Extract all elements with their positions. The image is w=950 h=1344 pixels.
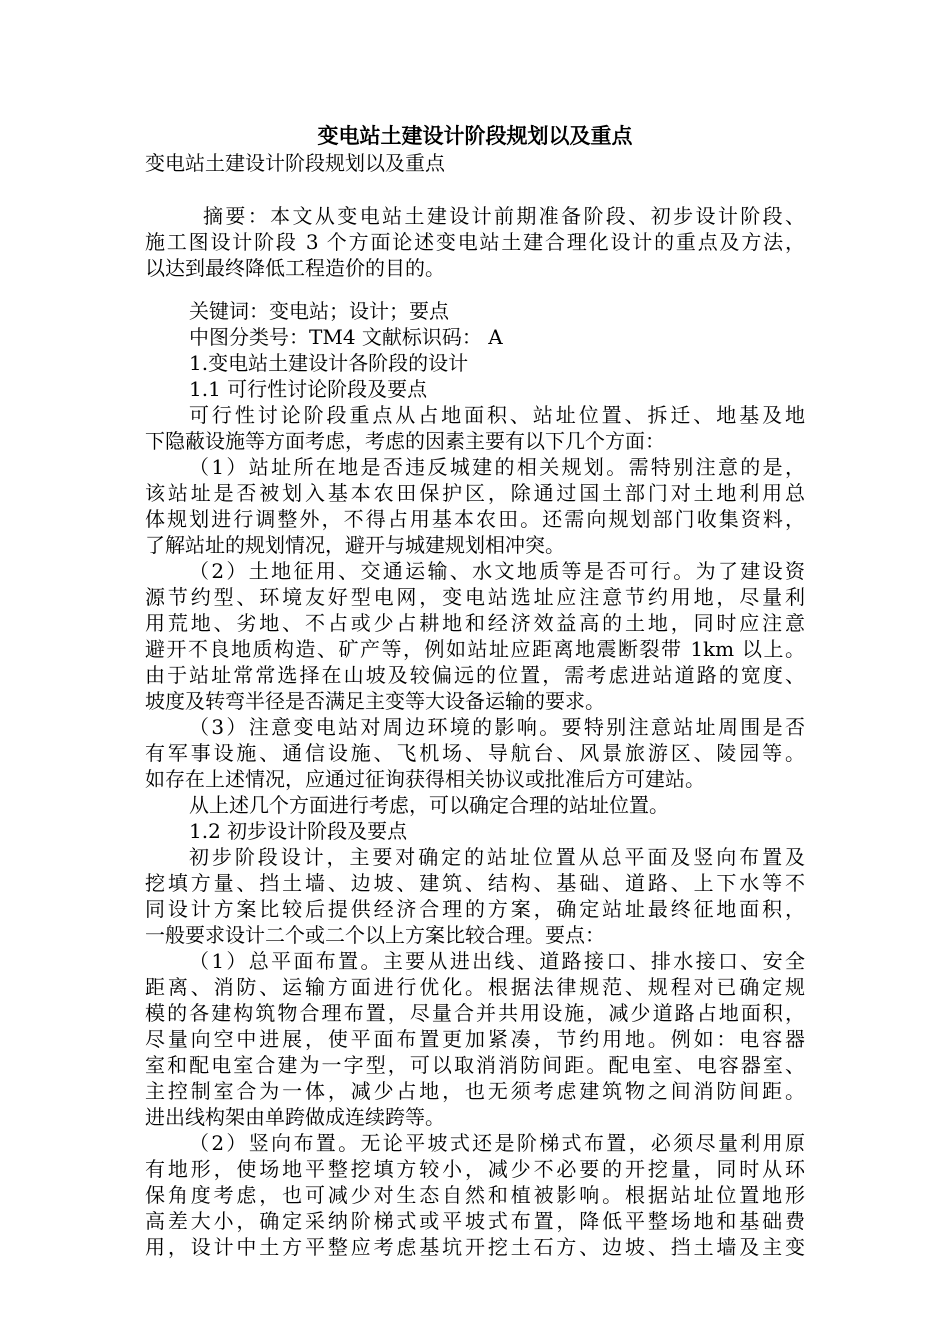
body-line: 从上述几个方面进行考虑，可以确定合理的站址位置。	[189, 793, 669, 817]
section-heading: 1.变电站土建设计各阶段的设计	[189, 351, 469, 375]
abstract-line: 摘要：本文从变电站土建设计前期准备阶段、初步设计阶段、	[203, 204, 805, 228]
body-line: 了解站址的规划情况，避开与城建规划相冲突。	[145, 533, 565, 557]
subsection-heading: 1.1 可行性讨论阶段及要点	[189, 377, 428, 401]
document-title: 变电站土建设计阶段规划以及重点	[317, 123, 633, 148]
body-line: 一般要求设计二个或二个以上方案比较合理。要点：	[145, 923, 605, 947]
body-line: 进出线构架由单跨做成连续跨等。	[145, 1105, 445, 1129]
body-line: 室和配电室合建为一字型，可以取消消防间距。配电室、电容器室、	[145, 1053, 805, 1077]
body-line: 有地形，使场地平整挖填方较小，减少不必要的开挖量，同时从环	[145, 1157, 805, 1181]
abstract-line: 以达到最终降低工程造价的目的。	[145, 256, 445, 280]
body-line: 避开不良地质构造、矿产等，例如站址应距离地震断裂带 1km 以上。	[145, 637, 805, 661]
keywords-line: 关键词：变电站；设计；要点	[189, 299, 449, 323]
body-line: 体规划进行调整外，不得占用基本农田。还需向规划部门收集资料，	[145, 507, 805, 531]
body-line: 尽量向空中进展，使平面布置更加紧凑，节约用地。例如：电容器	[145, 1027, 805, 1051]
body-line: 用荒地、劣地、不占或少占耕地和经济效益高的土地，同时应注意	[145, 611, 805, 635]
body-line: 用，设计中土方平整应考虑基坑开挖土石方、边坡、挡土墙及主变	[145, 1235, 805, 1259]
subsection-heading: 1.2 初步设计阶段及要点	[189, 819, 408, 843]
body-line: 挖填方量、挡土墙、边坡、建筑、结构、基础、道路、上下水等不	[145, 871, 805, 895]
body-line: 该站址是否被划入基本农田保护区，除通过国土部门对土地利用总	[145, 481, 805, 505]
body-line: 下隐蔽设施等方面考虑，考虑的因素主要有以下几个方面：	[145, 429, 665, 453]
body-line: 同设计方案比较后提供经济合理的方案，确定站址最终征地面积，	[145, 897, 805, 921]
body-line: 可行性讨论阶段重点从占地面积、站址位置、拆迁、地基及地	[189, 403, 805, 427]
body-line: 保角度考虑，也可减少对生态自然和植被影响。根据站址位置地形	[145, 1183, 805, 1207]
body-line: 源节约型、环境友好型电网，变电站选址应注意节约用地，尽量利	[145, 585, 805, 609]
body-line: 高差大小，确定采纳阶梯式或平坡式布置，降低平整场地和基础费	[145, 1209, 805, 1233]
body-line: （3）注意变电站对周边环境的影响。要特别注意站址周围是否	[189, 715, 805, 739]
body-line: 初步阶段设计，主要对确定的站址位置从总平面及竖向布置及	[189, 845, 805, 869]
body-line: （2）竖向布置。无论平坡式还是阶梯式布置，必须尽量利用原	[189, 1131, 805, 1155]
body-line: 由于站址常常选择在山坡及较偏远的位置，需考虑进站道路的宽度、	[145, 663, 805, 687]
body-line: 坡度及转弯半径是否满足主变等大设备运输的要求。	[145, 689, 605, 713]
subtitle-line: 变电站土建设计阶段规划以及重点	[145, 151, 445, 175]
body-line: （1）总平面布置。主要从进出线、道路接口、排水接口、安全	[189, 949, 805, 973]
body-line: 模的各建构筑物合理布置，尽量合并共用设施，减少道路占地面积，	[145, 1001, 805, 1025]
body-line: （2）土地征用、交通运输、水文地质等是否可行。为了建设资	[189, 559, 805, 583]
body-line: 如存在上述情况，应通过征询获得相关协议或批准后方可建站。	[145, 767, 705, 791]
body-line: 主控制室合为一体，减少占地，也无须考虑建筑物之间消防间距。	[145, 1079, 805, 1103]
abstract-line: 施工图设计阶段 3 个方面论述变电站土建合理化设计的重点及方法，	[145, 230, 805, 254]
body-line: （1）站址所在地是否违反城建的相关规划。需特别注意的是，	[189, 455, 805, 479]
classification-line: 中图分类号：TM4 文献标识码： A	[189, 325, 503, 349]
body-line: 距离、消防、运输方面进行优化。根据法律规范、规程对已确定规	[145, 975, 805, 999]
body-line: 有军事设施、通信设施、飞机场、导航台、风景旅游区、陵园等。	[145, 741, 805, 765]
